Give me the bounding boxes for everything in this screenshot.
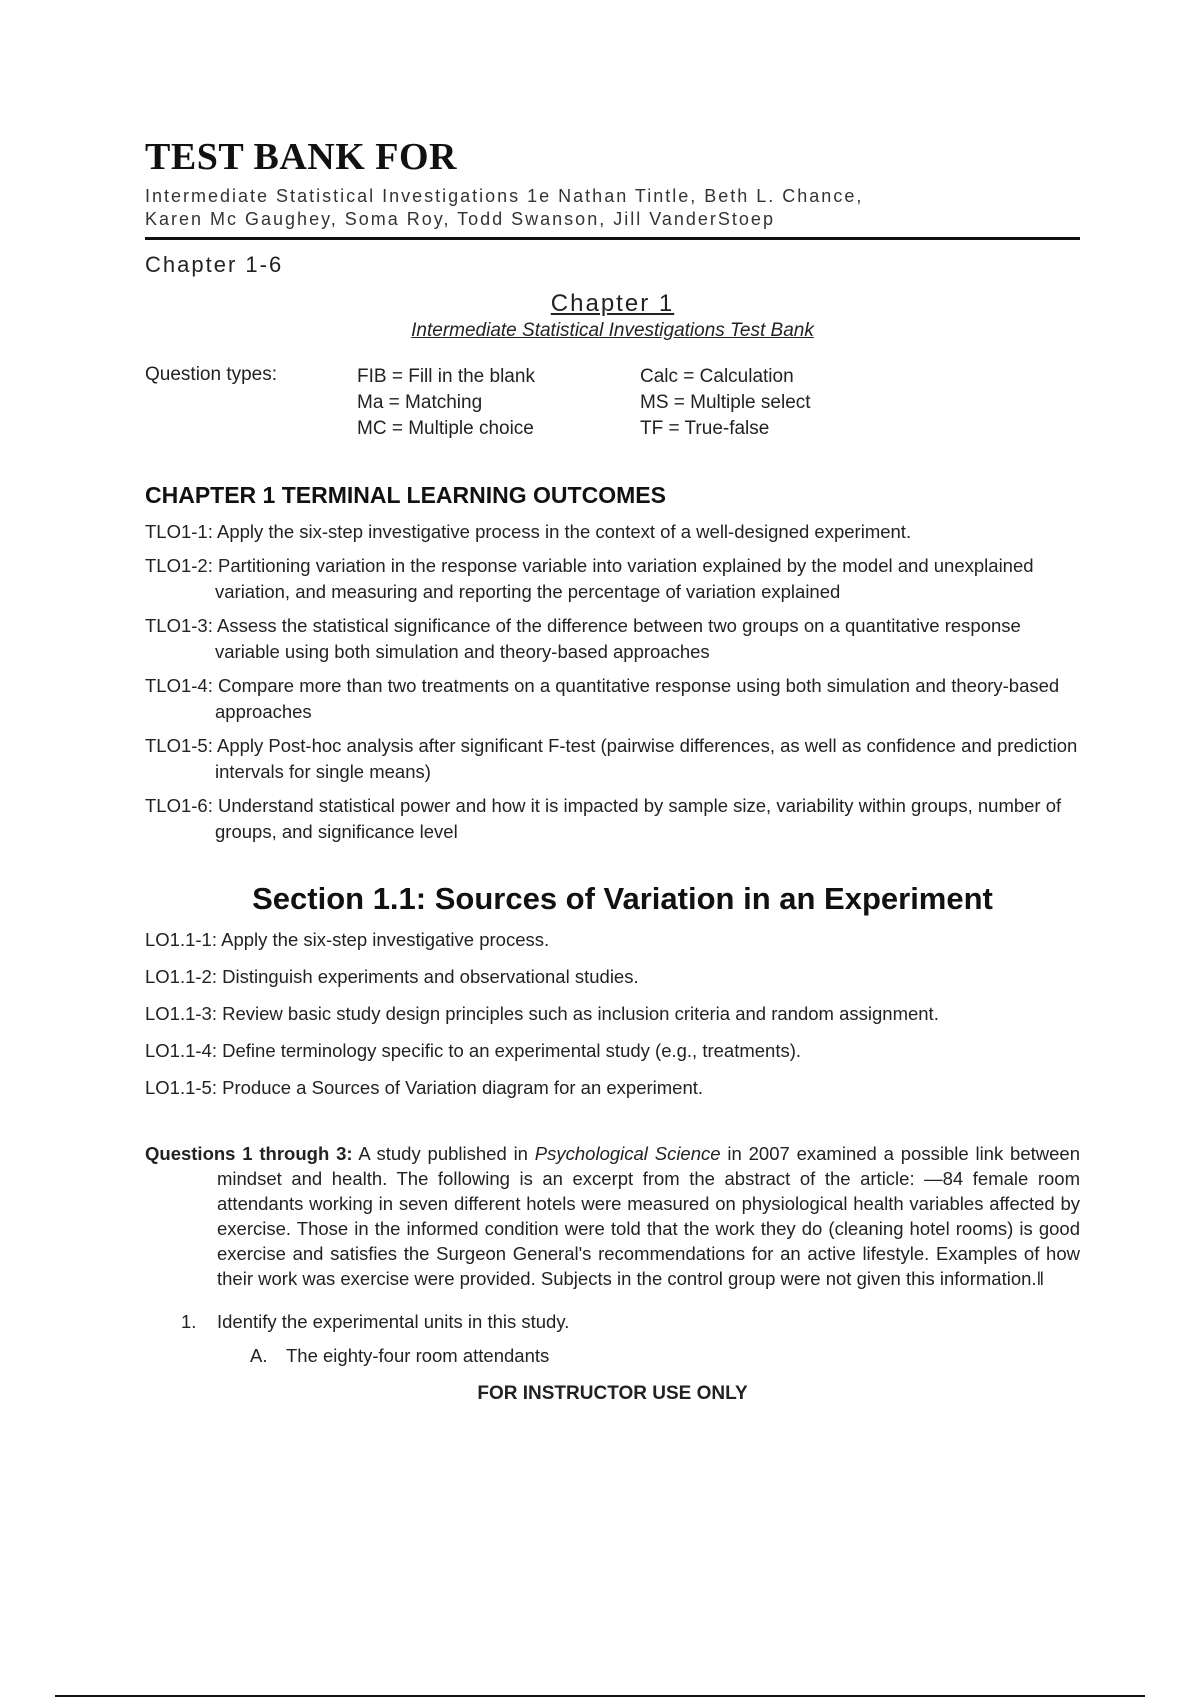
document-page bbox=[145, 135, 1080, 1405]
bottom-divider bbox=[55, 1695, 1145, 1697]
tlo-heading: CHAPTER 1 TERMINAL LEARNING OUTCOMES bbox=[145, 482, 666, 508]
question-intro bbox=[145, 1141, 1080, 1291]
section-title: Section 1.1: Sources of Variation in an Experiment bbox=[252, 881, 993, 916]
question-intro-label: Questions 1 through 3: bbox=[145, 1143, 353, 1164]
learning-outcome: LO1.1-4: Define terminology specific to an experimental study (e.g., treatments). bbox=[145, 1040, 802, 1061]
authors-line-1: Intermediate Statistical Investigations 1e Nathan Tintle, Beth L. Chance, bbox=[145, 186, 864, 206]
question-type-item: Calc = Calculation bbox=[640, 366, 794, 387]
question-intro-text: A study published in bbox=[352, 1143, 535, 1164]
answer-letter: A. bbox=[250, 1345, 268, 1366]
question-type-item: MC = Multiple choice bbox=[357, 418, 534, 439]
question-type-item: Ma = Matching bbox=[357, 392, 483, 413]
tlo-item: TLO1-5: Apply Post-hoc analysis after significant F-test (pairwise differences, as well as confidence and prediction intervals for single means) bbox=[145, 735, 1078, 782]
question-type-item: FIB = Fill in the blank bbox=[357, 366, 535, 387]
question-types-column-1 bbox=[357, 364, 535, 442]
tlo-item: TLO1-4: Compare more than two treatments on a quantitative response using both simulation and theory-based approaches bbox=[145, 675, 1060, 722]
tlo-item: TLO1-3: Assess the statistical significance of the difference between two groups on a quantitative response variable using both simulation and theory-based approaches bbox=[145, 615, 1021, 662]
question-types-column-2 bbox=[640, 364, 811, 442]
tlo-item: TLO1-6: Understand statistical power and how it is impacted by sample size, variability within groups, number of groups, and significance level bbox=[145, 795, 1062, 842]
chapter-subtitle: Intermediate Statistical Investigations Test Bank bbox=[411, 320, 814, 341]
learning-outcome: LO1.1-5: Produce a Sources of Variation diagram for an experiment. bbox=[145, 1077, 704, 1098]
question-type-item: TF = True-false bbox=[640, 418, 770, 439]
learning-outcomes-list bbox=[145, 927, 1080, 1101]
journal-name: Psychological Science bbox=[534, 1143, 721, 1164]
learning-outcome: LO1.1-3: Review basic study design principles such as inclusion criteria and random assignment. bbox=[145, 1003, 939, 1024]
footer-note: FOR INSTRUCTOR USE ONLY bbox=[477, 1383, 748, 1404]
tlo-item: TLO1-1: Apply the six-step investigative process in the context of a well-designed experiment. bbox=[145, 521, 912, 542]
question-number: 1. bbox=[181, 1311, 197, 1332]
question-intro-text: in 2007 examined a possible link between mindset and health. The following is an excerpt from the abstract of the article: ―84 female room attendants working in seven different hotels were measured on physiological health variables affected by exercise. Those in the informed condition were told that the work they do (cleaning hotel rooms) is good exercise and satisfies the Surgeon General's recommendations for an active lifestyle. Examples of how their work was exercise were provided. Subjects in the control group were not given this information.‖ bbox=[217, 1143, 1080, 1289]
answer-option-a bbox=[145, 1345, 1080, 1367]
tlo-item: TLO1-2: Partitioning variation in the response variable into variation explained by the model and unexplained variation, and measuring and reporting the percentage of variation explained bbox=[145, 555, 1034, 602]
tlo-list bbox=[145, 519, 1080, 845]
book-authors bbox=[145, 185, 1080, 240]
learning-outcome: LO1.1-2: Distinguish experiments and observational studies. bbox=[145, 966, 639, 987]
question-types bbox=[145, 364, 1080, 442]
chapter-range: Chapter 1-6 bbox=[145, 252, 284, 277]
authors-line-2: Karen Mc Gaughey, Soma Roy, Todd Swanson, Jill VanderStoep bbox=[145, 209, 775, 229]
question-1 bbox=[145, 1309, 1080, 1335]
question-types-label: Question types: bbox=[145, 364, 278, 385]
question-text: Identify the experimental units in this study. bbox=[217, 1311, 570, 1332]
learning-outcome: LO1.1-1: Apply the six-step investigative process. bbox=[145, 929, 550, 950]
document-title: TEST BANK FOR bbox=[145, 136, 457, 178]
question-type-item: MS = Multiple select bbox=[640, 392, 811, 413]
answer-text: The eighty-four room attendants bbox=[286, 1345, 550, 1366]
chapter-heading: Chapter 1 bbox=[550, 290, 675, 317]
